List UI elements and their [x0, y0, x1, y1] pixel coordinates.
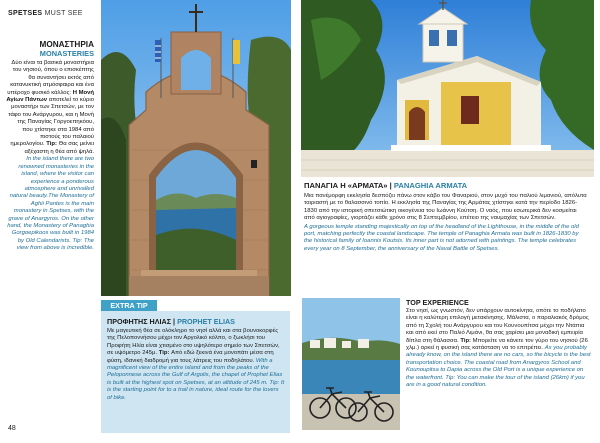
- monasteries-gr-text-2: αποτελεί το κύριο μοναστήρι των Σπετσών, με τον τάφο του Ανάργυρου, και η Μονή της Παναγίας Γοργοεπηκόου, που χτίστηκε στα 1984 από πιστούς του παλαιού ημερολογίου.: [8, 97, 94, 148]
- monasteries-body-en: In the island there are two renowned monasteries in the island, where the visitor can experience a ponderous atmosphere and unrivalled natural beauty.The Monastery of Aghii Pantes is the main monastery in Spetses, with the grave of Anargyros. On the other hand, the Monastery of Panaghia Gorgoepikoos was built in 1984 by Old Calendarists. Tip: The view from above is incredible.: [7, 156, 94, 252]
- monasteries-body-gr: [6, 60, 94, 156]
- extra-tip-body-gr-2: Από εδώ ξεκινά ένα μονοπάτι μέσα στη φύση, ιδανική διαδρομή για τους λάτρεις του ποδηλάτου.: [107, 350, 274, 364]
- running-header: [8, 10, 83, 17]
- monasteries-gr-text-1: Δύο είναι τα βασικά μοναστήρια του νησιού, όπου ο επισκέπτης θα συναντήσει εκτός από κατανυκτική ατμόσφαιρα και ένα υπέροχο φυσικό κάλλος:: [7, 60, 94, 96]
- monasteries-gr-tip: Tip:: [46, 141, 57, 148]
- top-experience-body-gr: Στο νησί, ως γνωστόν, δεν υπάρχουν αυτοκίνητα, οπότε το ποδήλατο είναι η καλύτερη επιλογή μετακίνησης. Μάλιστα, ο παραλιακός δρόμος από τη Σχολή του Ανάργυρου και του Κουνουπίτσα μέχρι την Ντάπια και από εκεί στο Παλιό Λιμάνι, θα σας χαρίσει μια μοναδική εμπειρία δίπλα στη θάλασσα.: [406, 308, 589, 344]
- extra-tip-tag: EXTRA TIP: [101, 300, 157, 311]
- monastery-arch-photo: [101, 0, 291, 296]
- extra-tip-body: [107, 328, 285, 402]
- armata-body-en: A gorgeous temple standing majestically on top of the headland of the Lighthouse, in the middle of the old port, matching perfectly the coastal landscape. The temple of Panaghia Armata was built in 1826-1830 by the historical family of Ioannis Koutsis. Its inner part is not adorned with paintings. The temple celebrates every year on 8 September, the anniversary of the Naval Battle of Spetses.: [304, 224, 579, 252]
- extra-tip-body-tip: Tip:: [158, 350, 170, 357]
- extra-tip-body-gr: Με μαγευτική θέα σε ολόκληρο το νησί αλλά και στα βουνοκορφές της Πελοποννήσου μέχρι τον Αργολικό κόλπο, ο ξωκλήσι του Προφήτη Ηλία είναι χτισμένο στο υψηλότερο σημείο των Σπετσών, σε υψόμετρο 245μ.: [107, 328, 280, 357]
- header-brand: SPETSES: [8, 10, 43, 17]
- page-number: 48: [8, 425, 16, 432]
- extra-tip-body-en: With a magnificent view of the entire island and from the peaks of the Peloponnese across the Gulf of Argolis, the chapel of Prophet Elias is built at the highest spot on Spetses, at an altitude of 245 m. Tip: It is the starting point for to a trail in nature, ideal route for the lovers of bike.: [107, 357, 285, 401]
- top-experience-title: TOP EXPERIENCE: [406, 298, 469, 307]
- armata-title-en: PANAGHIA ARMATA: [393, 181, 468, 190]
- monasteries-gr-text-3: Θα σας μείνει αξέχαστη η θέα από ψηλά.: [24, 141, 94, 155]
- header-section: MUST SEE: [44, 10, 83, 17]
- extra-tip-title-en: PROPHET ELIAS: [177, 317, 235, 326]
- monasteries-column: [6, 40, 94, 253]
- bicycles-photo: [302, 298, 400, 430]
- armata-title: ΠΑΝΑΓΙΑ Η «ΑΡΜΑΤΑ» | PANAGHIA ARMATA: [304, 181, 468, 190]
- extra-tip-title: ΠΡΟΦΗΤΗΣ ΗΛΙΑΣ | PROPHET ELIAS: [107, 317, 235, 326]
- top-experience-tip: Tip:: [460, 337, 472, 344]
- armata-body-gr: Μια πανέμορφη εκκλησία δεσπόζει πάνω στον κάβο του Φαναριού, στον μυχό του παλιού λιμανιού, απόλυτα ταιριαστή με το θαλασσινό τοπίο. Η εκκλησία της Παναγίας της Αρμάτας χτίστηκε κατά την περίοδο 1826-1830 από την ιστορική σπετσιώτικη οικογένεια του Ιωάννη Κούτση. Ο ναός, που εσωτερικά δεν κοσμείται από αγιογραφίες, γιορτάζει κάθε χρόνο στις 8 Σεπτεμβρίου, επέτειο της ναυμαχίας των Σπετσών.: [304, 193, 587, 222]
- monasteries-title-en: MONASTERIES: [39, 49, 94, 58]
- top-experience-body-gr-2: Μπορείτε να κάνετε τον γύρο του νησιού (26 χλμ.) αρκεί η φυσική σας κατάσταση να το επιτρέπει.: [406, 337, 588, 352]
- top-experience-body-en: As you probably already know, on the island there are no cars, so the bicycle is the best transportation choice. The coastal road from Anargyros School and Kounoupitsa to Dapia across the Old Port is a unique experience on the waterfront. Tip: You can make the tour of the island (26km) if you are in a good natural condition.: [406, 345, 591, 389]
- extra-tip-title-gr: ΠΡΟΦΗΤΗΣ ΗΛΙΑΣ: [107, 317, 172, 326]
- monasteries-gr-bold-1: Η Μονή Αγίων Πάντων: [6, 89, 94, 104]
- monasteries-title-gr: ΜΟΝΑΣΤΗΡΙΑ: [39, 40, 94, 49]
- armata-church-photo: [301, 0, 594, 177]
- top-experience-body: [406, 308, 592, 389]
- armata-title-gr: ΠΑΝΑΓΙΑ Η «ΑΡΜΑΤΑ»: [304, 181, 388, 190]
